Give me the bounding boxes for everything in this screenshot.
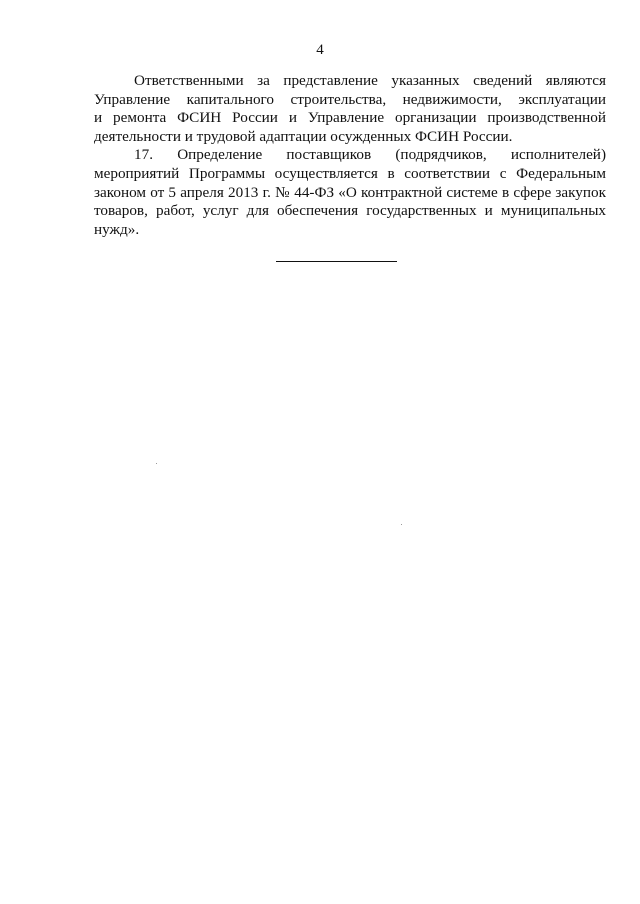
- scan-speck: [401, 524, 402, 525]
- text-line: и ремонта ФСИН России и Управление организации производственной: [94, 109, 606, 127]
- text-line: Управление капитального строительства, недвижимости, эксплуатации: [94, 90, 606, 108]
- paragraph-responsible-bodies: [94, 72, 606, 146]
- document-body: [94, 72, 606, 239]
- text-line: Ответственными за представление указанных сведений являются: [134, 72, 606, 89]
- scan-speck: [156, 463, 157, 464]
- page-number: 4: [316, 42, 324, 58]
- text-line: деятельности и трудовой адаптации осужденных ФСИН России.: [94, 127, 513, 145]
- text-line: товаров, работ, услуг для обеспечения государственных и муниципальных: [94, 202, 606, 220]
- text-line: нужд».: [94, 220, 140, 238]
- end-separator-line: [276, 261, 397, 262]
- text-line: мероприятий Программы осуществляется в соответствии с Федеральным: [94, 164, 606, 182]
- paragraph-17-procurement: [94, 146, 606, 239]
- text-line: законом от 5 апреля 2013 г. № 44-ФЗ «О контрактной системе в сфере закупок: [94, 183, 606, 201]
- text-line: 17. Определение поставщиков (подрядчиков, исполнителей): [134, 146, 606, 164]
